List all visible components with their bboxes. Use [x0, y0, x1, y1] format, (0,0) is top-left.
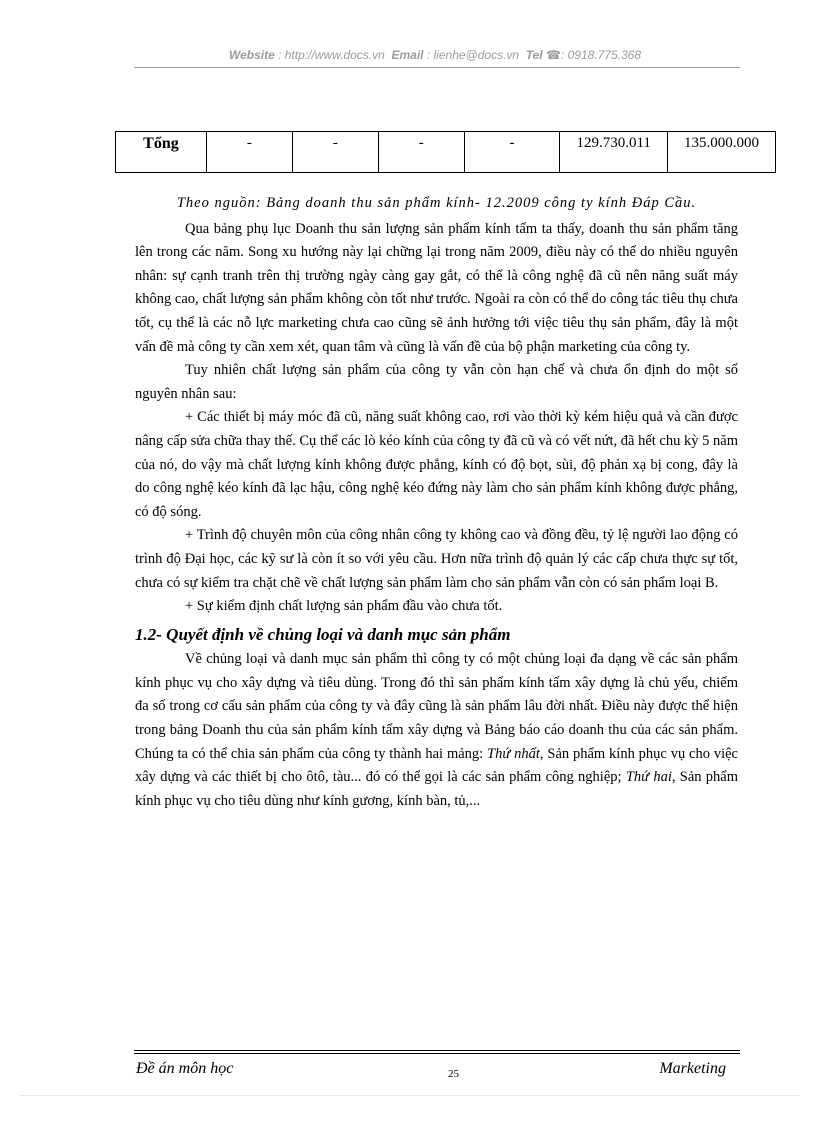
- section-heading: 1.2- Quyết định về chủng loại và danh mục sản phẩm: [135, 624, 511, 644]
- header-email-value[interactable]: : lienhe@docs.vn: [426, 48, 520, 62]
- footer-course-title: Đề án môn học: [136, 1060, 234, 1077]
- table-cell: 135.000.000: [668, 132, 776, 173]
- header-email-label: Email: [391, 48, 424, 62]
- header-divider: [134, 67, 740, 68]
- paragraph: Tuy nhiên chất lượng sản phẩm của công ty vẫn còn hạn chế và chưa ổn định do một số nguyên nhân sau:: [135, 362, 738, 402]
- footer-divider: [134, 1050, 740, 1051]
- table-row: [116, 132, 776, 173]
- header-website-label: Website: [228, 48, 275, 62]
- paragraph: + Trình độ chuyên môn của công nhân công ty không cao và đồng đều, tỷ lệ người lao động có trình độ Đại học, các kỹ sư là còn ít so với yêu cầu. Hơn nữa trình độ quản lý các cấp chưa thực sự tốt, chưa có sự kiểm tra chặt chẽ về chất lượng sản phẩm làm cho sản phẩm vẫn còn có sản phẩm loại B.: [135, 527, 738, 591]
- section-paragraph: [135, 648, 738, 813]
- paragraph: + Sự kiểm định chất lượng sản phẩm đầu vào chưa tốt.: [185, 598, 503, 615]
- footer-subject: Marketing: [659, 1060, 726, 1077]
- footer-divider: [134, 1053, 740, 1054]
- table-cell: -: [292, 132, 378, 173]
- header-tel-label: Tel: [525, 48, 543, 62]
- page-header: [0, 48, 816, 62]
- table-cell: -: [206, 132, 292, 173]
- table-cell: 129.730.011: [560, 132, 668, 173]
- header-website-value[interactable]: : http://www.docs.vn: [278, 48, 385, 62]
- table-cell-label: Tổng: [116, 132, 207, 173]
- page-number: 25: [448, 1068, 459, 1080]
- table-cell: -: [378, 132, 464, 173]
- section-text-part3: , Sản phẩm kính phục vụ cho tiêu dùng như kính gương, kính bàn, tủ,...: [135, 769, 738, 809]
- table-cell: -: [464, 132, 560, 173]
- page-bottom-border: [20, 1095, 800, 1096]
- header-tel-value: ☎: 0918.775.368: [546, 48, 642, 62]
- section-second-label: Thứ hai: [625, 769, 672, 786]
- body-text: [135, 192, 738, 813]
- section-text-part1: Về chủng loại và danh mục sản phẩm thì công ty có một chủng loại đa dạng về các sản phẩm kính phục vụ cho xây dựng và tiêu dùng. Trong đó thì sản phẩm kính tấm xây dựng là chủ yếu, chiếm đa số trong cơ cấu sản phẩm của công ty và đây cũng là sản phẩm lâu đời nhất. Điều này được thể hiện trong bảng Doanh thu của sản phẩm kính tấm xây dựng và Bảng báo cáo doanh thu của các sản phẩm. Chúng ta có thể chia sản phẩm của công ty thành hai mảng:: [135, 651, 738, 762]
- paragraph: Qua bảng phụ lục Doanh thu sản lượng sản phẩm kính tấm ta thấy, doanh thu sản phẩm tăng lên trong các năm. Song xu hướng này lại chững lại trong năm 2009, điều này có thể do nhiều nguyên nhân: sự cạnh tranh trên thị trường ngày càng gay gắt, có thể là công nghệ đã cũ nên năng suất máy không cao, chất lượng sản phẩm không còn tốt như trước. Ngoài ra còn có thể do công tác tiêu thụ chưa tốt, cụ thể là các nỗ lực marketing chưa cao cũng sẽ ảnh hưởng tới việc tiêu thụ sản phẩm, đây là một vấn đề mà công ty cần xem xét, quan tâm và cũng là vấn đề của bộ phận marketing của công ty.: [135, 220, 738, 355]
- section-text-part2: , Sản phẩm kính phục vụ cho việc xây dựng và các thiết bị cho ôtô, tàu... đó có thể gọi là các sản phẩm công nghiệp;: [135, 745, 738, 786]
- totals-table: [115, 131, 776, 173]
- source-note: Theo nguồn: Bảng doanh thu sản phẩm kính- 12.2009 công ty kính Đáp Cầu.: [176, 195, 697, 211]
- paragraph: + Các thiết bị máy móc đã cũ, năng suất không cao, rơi vào thời kỳ kém hiệu quả và cần được nâng cấp sửa chữa thay thế. Cụ thể các lò kéo kính của công ty đã cũ và có vết nứt, đã hết chu kỳ 5 năm của nó, do vậy mà chất lượng kính không được phẳng, kính có độ bọt, sùi, độ phản xạ bị cong, đây là do công nghệ kéo kính đã lạc hậu, công nghệ kéo đứng này làm cho sản phẩm kính không được phẳng, có độ sóng.: [135, 409, 738, 520]
- section-first-label: Thứ nhất: [487, 745, 540, 762]
